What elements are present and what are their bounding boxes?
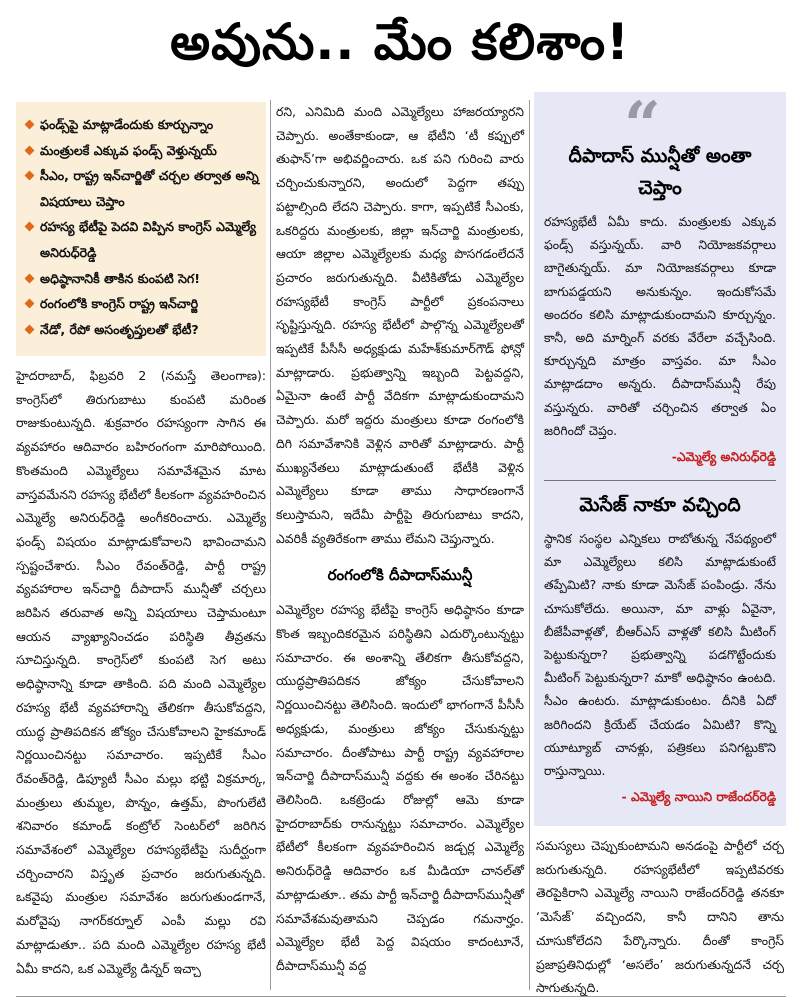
column-divider: [270, 100, 271, 990]
sidebar-quote-text: స్థానిక సంస్థల ఎన్నికలు రాబోతున్న నేపథ్యంలో మా ఎమ్మెల్యేలు కలిసి మాట్లాడుకుంటే తప్పేమిటి? నాకు కూడా మెసేజ్ పంపిండ్రు. నేను చూసుకోలేదు. అయినా, మా వాళ్లు ఏవైనా, బీజేపీవాళ్లతో, బీఆర్‌ఎస్ వాళ్లతో కలిసి మీటింగ్ పెట్టుకున్నరా? ప్రభుత్వాన్ని పడగొట్టేందుకు మీటింగ్ పెట్టుకున్నరా? మాకో అధిష్ఠానం ఉంటది. సీఎం ఉంటరు. మాట్లాడుకుంటం. దీనికి ఏదో జరిగిందని క్రియేట్ చేయడం ఏమిటి? కొన్ని యూట్యూబ్ చానళ్లు, పత్రికలు పనిగట్టుకొని రాస్తున్నాయి.: [544, 531, 776, 779]
highlight-text: సీఎం, రాష్ట్ర ఇన్‌చార్జితో చర్చల తర్వాత అన్ని విషయాలు చెప్తాం: [40, 168, 259, 209]
diamond-bullet-icon: [25, 273, 35, 283]
highlight-text: రంగంలోకి కాంగ్రెస్ రాష్ట్ర ఇన్‌చార్జి: [40, 296, 199, 312]
highlight-text: ఫండ్స్‌పై మాట్లాడేందుకు కూర్చున్నాం: [40, 117, 214, 132]
highlight-item: [24, 266, 260, 292]
section-subheading: రంగంలోకి దీపాదాస్‌మున్షీ: [327, 566, 473, 585]
highlight-item: [24, 214, 260, 265]
highlight-text: మంత్రులకే ఎక్కువ ఫండ్స్ వెళ్తున్నయ్: [40, 142, 217, 158]
highlight-item: [24, 138, 260, 164]
highlight-text: రహస్య భేటీపై పెదవి విప్పిన కాంగ్రెస్ ఎమ్మెల్యే అనిరుధ్‌రెడ్డి: [40, 219, 256, 260]
attribution-text: - ఎమ్మెల్యే నాయిని రాజేందర్‌రెడ్డి: [621, 789, 776, 805]
sidebar-heading: మెసేజ్ నాకూ వచ్చింది: [579, 494, 741, 517]
sidebar-heading: దీపాదాస్ మున్షీతో అంతా చెప్తాం: [568, 145, 752, 199]
diamond-bullet-icon: [25, 324, 35, 334]
diamond-bullet-icon: [25, 222, 35, 232]
quote-attribution: [544, 446, 776, 468]
quote-sidebar: [534, 88, 786, 826]
column-divider: [529, 100, 530, 990]
article-column-2: [276, 100, 524, 978]
quote-attribution: [544, 786, 776, 808]
sidebar-divider: [544, 480, 776, 481]
article-paragraph: రని, ఎనిమిది మంది ఎమ్మెల్యేలు హాజరయ్యారని చెప్పారు. అంతేకాకుండా, ఆ భేటీని ‘టీ కప్పులో తుఫాన్’గా అభివర్ణించారు. ఒక పని గురించి వారు చర్చించుకున్నారని, అందులో పెద్దగా తప్పు పట్టాల్సింది లేదని చెప్పారు. కాగా, ఇప్పటికే సీఎంకు, ఒకరిద్దరు మంత్రులకు, జిల్లా ఇన్‌చార్జి మంత్రులకు, ఆయా జిల్లాల ఎమ్మెల్యేలకు మధ్య పొసగడంలేదనే ప్రచారం జరుగుతున్నది. వీటికితోడు ఎమ్మెల్యేల రహస్యభేటీ కాంగ్రెస్ పార్టీలో ప్రకంపనాలు సృష్టిస్తున్నది. రహస్య భేటీలో పాల్గొన్న ఎమ్మెల్యేలతో ఇప్పటికే పీసీసీ అధ్యక్షుడు మహేశ్‌కుమార్‌గౌడ్ ఫోన్లో మాట్లాడారు. ప్రభుత్వాన్ని ఇబ్బంది పెట్టవద్దని, ఏమైనా ఉంటే పార్టీ వేదికగా మాట్లాడుకుందామని చెప్పారు. మరో ఇద్దరు మంత్రులు కూడా రంగంలోకి దిగి సమావేశానికి వెళ్లిన వారితో మాట్లాడారు. పార్టీ ముఖ్యనేతలు మాట్లాడుతుంటే భేటీకి వెళ్లిన ఎమ్మెల్యేలు కూడా తాము సాధారణంగానే కలుస్తామని, ఇదేమీ పార్టీపై తిరుగుబాటు కాదని, ఎవరికీ వ్యతిరేకంగా తాము లేమని చెప్తున్నారు.: [276, 104, 524, 546]
article-paragraph: సమస్యలు చెప్పుకుంటామని అనడంపై పార్టీలో చర్చ జరుగుతున్నది. రహస్యభేటీలో ఇప్పటివరకు తెరపైకిరాని ఎమ్మెల్యే నాయిని రాజేందర్‌రెడ్డి తనకూ ‘మెసేజ్’ వచ్చిందని, కానీ దానిని తాను చూసుకోలేదని పేర్కొన్నారు. దీంతో కాంగ్రెస్ ప్రజాప్రతినిధుల్లో ‘అసలేం’ జరుగుతున్నదనే చర్చ సాగుతున్నది.: [536, 838, 784, 996]
diamond-bullet-icon: [25, 145, 35, 155]
highlight-item: [24, 163, 260, 214]
bottom-divider: [16, 996, 786, 997]
highlights-box: [16, 102, 266, 356]
highlight-item: [24, 317, 260, 343]
sidebar-quote-text: రహస్యభేటీ ఏమీ కాదు. మంత్రులకు ఎక్కువ ఫండ్స్ వస్తున్నయ్. వారి నియోజకవర్గాలు బాగైతున్నయ్. మా నియోజకవర్గాలు కూడా బాగుపడ్డయని అనుకున్నం. ఇందుకోసమే అందరం కలిసి మాట్లాడుకుందామని కూర్చున్నం. కానీ, అది మార్నింగ్ వరకు వేరేలా వచ్చేసింది. కూర్చున్నది మాత్రం వాస్తవం. మా సీఎం మాట్లాడదాం అన్నరు. దీపాదాస్‌మున్షీ రేపు వస్తున్నరు. వారితో చర్చించిన తర్వాత ఏం జరిగిందో చెప్తం.: [544, 214, 776, 438]
highlight-text: అధిష్ఠానానికీ తాకిన కుంపటి సెగ!: [40, 270, 201, 286]
article-paragraph: హైదరాబాద్, ఫిబ్రవరి 2 (నమస్తే తెలంగాణ): కాంగ్రెస్‌లో తిరుగుబాటు కుంపటి మరింత రాజుకుంటున్నది. శుక్రవారం రహస్యంగా సాగిన ఈ వ్యవహారం ఆదివారం బహిరంగంగా మారిపోయింది. కొంతమంది ఎమ్మెల్యేలు సమావేశమైన మాట వాస్తవమేనని రహస్య భేటీలో కీలకంగా వ్యవహరించిన ఎమ్మెల్యే అనిరుధ్‌రెడ్డి అంగీకరించారు. ఎమ్మెల్యే ఫండ్స్ విషయం మాట్లాడుకోవాలని భావించామని స్పష్టంచేశారు. సీఎం రేవంత్‌రెడ్డి, పార్టీ రాష్ట్ర వ్యవహారాల ఇన్‌చార్జి దీపాదాస్ మున్షీతో చర్చలు జరిపిన తరువాత అన్ని విషయాలు చెప్తామంటూ ఆయన వ్యాఖ్యానించడం పరిస్థితి తీవ్రతను సూచిస్తున్నది. కాంగ్రెస్‌లో కుంపటి సెగ అటు అధిష్ఠానాన్ని కూడా తాకింది. పది మంది ఎమ్మెల్యేల రహస్య భేటీ వ్యవహారాన్ని తేలికగా తీసుకోవద్దని, యుద్ధ ప్రాతిపదికన జోక్యం చేసుకోవాలని హైకమాండ్ నిర్ణయించినట్టు సమాచారం. ఇప్పటికే సీఎం రేవంత్‌రెడ్డి, డిప్యూటీ సీఎం మల్లు భట్టి విక్రమార్క, మంత్రులు తుమ్మల, పొన్నం, ఉత్తమ్, పొంగులేటి శనివారం కమాండ్ కంట్రోల్ సెంటర్‌లో జరిగిన సమావేశంలో ఎమ్మెల్యేల రహస్యభేటీపై సుదీర్ఘంగా చర్చించారని విస్తృత ప్రచారం జరుగుతున్నది. ఒకవైపు మంత్రుల సమావేశం జరుగుతుండగానే, మరోవైపు నాగర్‌కర్నూల్ ఎంపీ మల్లు రవి మాట్లాడుతూ.. పది మంది ఎమ్మెల్యేల రహస్య భేటీ ఏమీ కాదని, ఒక ఎమ్మెల్యే డిన్నర్ ఇచ్చా: [16, 368, 266, 976]
diamond-bullet-icon: [25, 171, 35, 181]
highlight-text: నేడో, రేపో అసంతృప్తులతో భేటీ?: [40, 321, 199, 337]
highlight-item: [24, 112, 260, 138]
article-column-1: [16, 364, 266, 980]
quote-mark-icon: “: [624, 88, 661, 163]
diamond-bullet-icon: [25, 299, 35, 309]
highlights-list: [24, 112, 260, 342]
article-column-3: [536, 834, 784, 1000]
article-paragraph: ఎమ్మెల్యేల రహస్య భేటీపై కాంగ్రెస్ అధిష్ఠానం కూడా కొంత ఇబ్బందికరమైన పరిస్థితిని ఎదుర్కొంటున్నట్టు సమాచారం. ఈ అంశాన్ని తేలికగా తీసుకోవద్దని, యుద్ధప్రాతిపదికన జోక్యం చేసుకోవాలని నిర్ణయించినట్టు తెలిసింది. ఇందులో భాగంగానే పీసీసీ అధ్యక్షుడు, మంత్రులు జోక్యం చేసుకున్నట్టు సమాచారం. దీంతోపాటు పార్టీ రాష్ట్ర వ్యవహారాల ఇన్‌చార్జి దీపాదాస్‌మున్షీ వద్దకు ఈ అంశం చేరినట్టు తెలిసింది. ఒకట్రెండు రోజుల్లో ఆమె కూడా హైదరాబాద్‌కు రానున్నట్టు సమాచారం. ఎమ్మెల్యేల భేటీలో కీలకంగా వ్యవహరించిన జడ్చర్ల ఎమ్మెల్యే అనిరుధ్‌రెడ్డి ఆదివారం ఒక మీడియా చానల్‌తో మాట్లాడుతూ.. తమ పార్టీ ఇన్‌చార్జి దీపాదాస్‌మున్షీతో సమావేశమవుతామని చెప్పడం గమనార్హం. ఎమ్మెల్యేల భేటీ పెద్ద విషయం కాదంటూనే, దీపాదాస్‌మున్షీ వద్ద: [276, 602, 524, 973]
headline: అవును.. మేం కలిశాం!: [170, 12, 630, 71]
highlight-item: [24, 291, 260, 317]
attribution-text: -ఎమ్మెల్యే అనిరుధ్‌రెడ్డి: [671, 449, 776, 465]
diamond-bullet-icon: [25, 120, 35, 130]
